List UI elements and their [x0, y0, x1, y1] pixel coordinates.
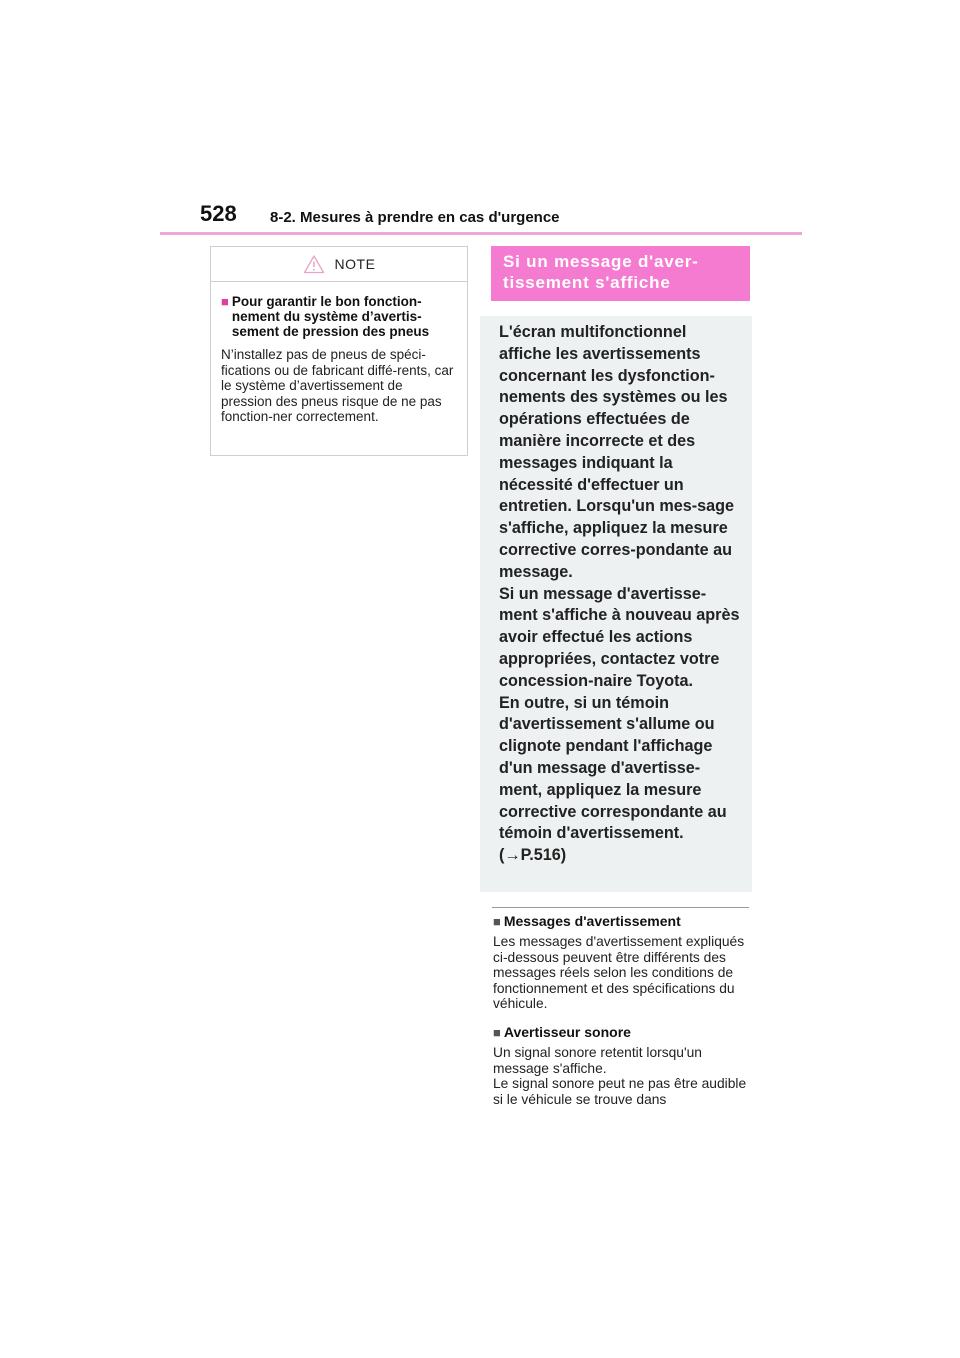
section-bullet: ■: [493, 913, 501, 929]
page-number: 528: [200, 201, 237, 226]
section-title: 8-2. Mesures à prendre en cas d'urgence: [270, 209, 560, 226]
note-label: NOTE: [334, 256, 376, 272]
section-heading-text: Avertisseur sonore: [503, 1024, 631, 1040]
panel-text-2: Si un message d'avertisse-ment s'affiche à nouveau après avoir effectué les actions appropriées, contactez votre concession-naire Toyota.: [499, 584, 740, 690]
section-bullet: ■: [493, 1024, 501, 1040]
warning-triangle-icon: [303, 254, 325, 274]
info-panel: [480, 316, 752, 892]
note-heading-text: Pour garantir le bon fonction-nement du système d’avertis-sement de pression des pneus: [231, 294, 430, 339]
section-body: Les messages d'avertissement expliqués ci-dessous peuvent être différents des messages réels selon les conditions de fonctionnement et des spécifications du véhicule.: [493, 934, 745, 1011]
section-divider: [492, 907, 749, 908]
note-box: [210, 246, 468, 456]
note-heading: [221, 294, 457, 339]
panel-text-1: L'écran multifonctionnel affiche les avertissements concernant les dysfonction-nements des systèmes ou les opérations effectuées de manière incorrecte et des messages indiquant la nécessité d'effectuer un entretien. Lorsqu'un mes-sage s'affiche, appliquez la mesure corrective corres-pondante au message.: [499, 323, 735, 581]
section-heading: [493, 1024, 755, 1040]
section-buzzer: [493, 1024, 755, 1107]
section-banner: Si un message d'aver-tissement s'affiche: [491, 246, 750, 301]
section-warning-messages: [493, 913, 755, 1012]
section-body: [493, 1045, 755, 1107]
panel-text-3: En outre, si un témoin d'avertissement s'allume ou clignote pendant l'affichage d'un message d'avertisse-ment, appliquez la mesure corrective correspondante au témoin d'avertissement.: [499, 693, 727, 843]
section-heading: [493, 913, 755, 929]
section-heading-text: Messages d'avertissement: [503, 913, 681, 929]
header-rule: [160, 232, 802, 235]
note-body: N’installez pas de pneus de spéci-fications ou de fabricant diffé-rents, car le système d’avertissement de pression des pneus risque de ne pas fonction-ner correctement.: [221, 347, 454, 424]
section-body-line-2: Le signal sonore peut ne pas être audible si le véhicule se trouve dans: [493, 1076, 747, 1107]
note-bullet: ■: [221, 294, 229, 309]
section-body-line-1: Un signal sonore retentit lorsqu'un message s'affiche.: [493, 1045, 702, 1076]
note-header: [211, 247, 467, 282]
page-reference: (→P.516): [499, 846, 567, 865]
